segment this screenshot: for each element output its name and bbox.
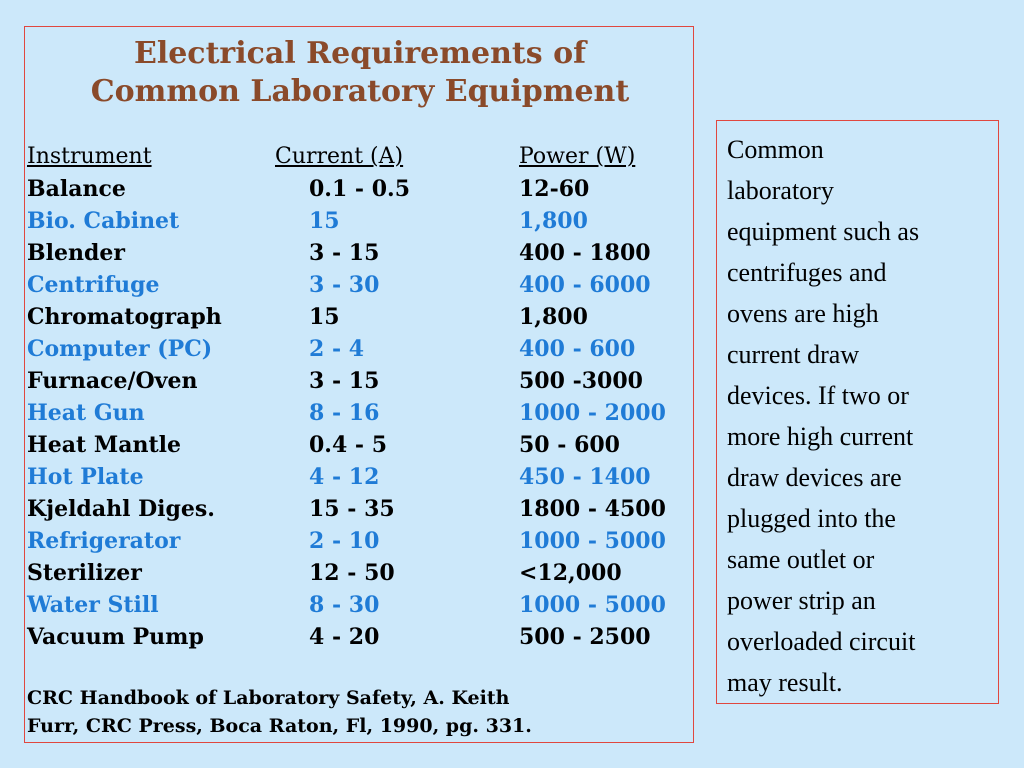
- note-line: more high current: [727, 422, 914, 451]
- cell-current: 4 - 20: [309, 624, 380, 650]
- citation-line-1: CRC Handbook of Laboratory Safety, A. Keith: [27, 687, 510, 709]
- note-line: plugged into the: [727, 504, 896, 533]
- title-line-1: Electrical Requirements of: [133, 36, 587, 71]
- note-line: centrifuges and: [727, 258, 887, 287]
- cell-current: 15: [309, 304, 340, 330]
- cell-power: 450 - 1400: [519, 464, 651, 490]
- note-line: equipment such as: [727, 217, 920, 246]
- cell-instrument: Water Still: [27, 592, 159, 618]
- cell-instrument: Computer (PC): [27, 336, 213, 362]
- cell-instrument: Vacuum Pump: [27, 624, 204, 650]
- note-line: may result.: [727, 668, 843, 697]
- title-line-2: Common Laboratory Equipment: [90, 74, 630, 109]
- note-line: draw devices are: [727, 463, 902, 492]
- cell-instrument: Chromatograph: [27, 304, 222, 330]
- note-line: ovens are high: [727, 299, 879, 328]
- cell-instrument: Heat Gun: [27, 400, 145, 426]
- cell-power: 500 -3000: [519, 368, 643, 394]
- header-instrument: Instrument: [27, 144, 152, 169]
- cell-power: 12-60: [519, 176, 590, 202]
- cell-current: 15 - 35: [309, 496, 395, 522]
- cell-instrument: Centrifuge: [27, 272, 160, 298]
- note-line: same outlet or: [727, 545, 875, 574]
- cell-power: 400 - 600: [519, 336, 636, 362]
- cell-current: 4 - 12: [309, 464, 380, 490]
- cell-instrument: Kjeldahl Diges.: [27, 496, 215, 522]
- note-line: devices. If two or: [727, 381, 909, 410]
- cell-instrument: Heat Mantle: [27, 432, 181, 458]
- cell-current: 12 - 50: [309, 560, 395, 586]
- note-line: Common: [727, 135, 824, 164]
- cell-instrument: Bio. Cabinet: [27, 208, 180, 234]
- cell-power: 500 - 2500: [519, 624, 651, 650]
- citation-line-2: Furr, CRC Press, Boca Raton, Fl, 1990, pg. 331.: [27, 715, 532, 737]
- explanation-note: [716, 120, 999, 704]
- cell-power: 1000 - 5000: [519, 528, 666, 554]
- cell-current: 0.1 - 0.5: [309, 176, 410, 202]
- cell-instrument: Sterilizer: [27, 560, 142, 586]
- cell-current: 3 - 15: [309, 368, 380, 394]
- equipment-table-panel: [24, 26, 694, 743]
- cell-current: 8 - 30: [309, 592, 380, 618]
- slide-title: [25, 35, 695, 111]
- cell-current: 15: [309, 208, 340, 234]
- cell-power: 1000 - 5000: [519, 592, 666, 618]
- cell-current: 2 - 4: [309, 336, 365, 362]
- cell-power: 1,800: [519, 208, 588, 234]
- cell-power: 50 - 600: [519, 432, 620, 458]
- cell-current: 8 - 16: [309, 400, 380, 426]
- header-power: Power (W): [519, 144, 636, 169]
- cell-current: 3 - 30: [309, 272, 380, 298]
- cell-power: 400 - 1800: [519, 240, 651, 266]
- header-current: Current (A): [275, 144, 404, 169]
- cell-instrument: Furnace/Oven: [27, 368, 198, 394]
- cell-current: 2 - 10: [309, 528, 380, 554]
- cell-power: 1000 - 2000: [519, 400, 666, 426]
- note-line: overloaded circuit: [727, 627, 916, 656]
- cell-instrument: Balance: [27, 176, 126, 202]
- note-line: power strip an: [727, 586, 876, 615]
- cell-power: 1,800: [519, 304, 588, 330]
- cell-power: 1800 - 4500: [519, 496, 666, 522]
- cell-power: <12,000: [519, 560, 622, 586]
- note-line: laboratory: [727, 176, 834, 205]
- cell-instrument: Refrigerator: [27, 528, 181, 554]
- cell-power: 400 - 6000: [519, 272, 651, 298]
- citation: [27, 684, 687, 740]
- note-line: current draw: [727, 340, 860, 369]
- cell-current: 3 - 15: [309, 240, 380, 266]
- cell-instrument: Blender: [27, 240, 125, 266]
- cell-current: 0.4 - 5: [309, 432, 388, 458]
- cell-instrument: Hot Plate: [27, 464, 144, 490]
